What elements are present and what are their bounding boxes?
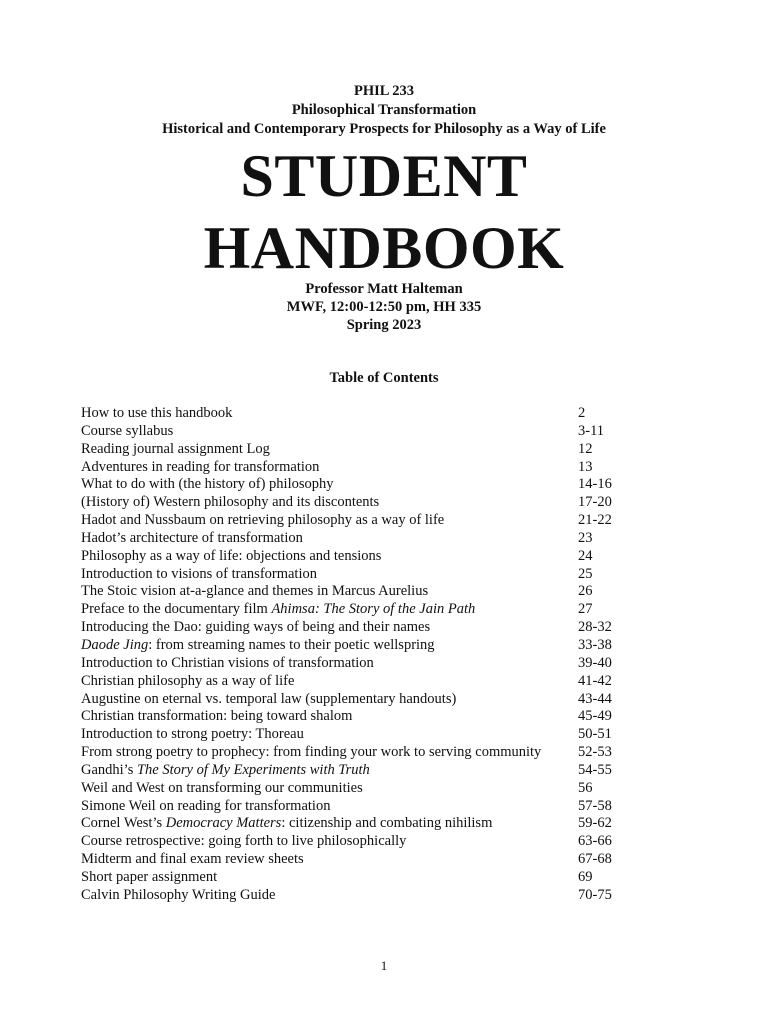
toc-entry-text: From strong poetry to prophecy: from finding your work to serving community [81, 744, 542, 761]
toc-item [81, 815, 721, 833]
toc-entry-title [81, 887, 578, 905]
toc-entry-pages: 27 [578, 601, 593, 618]
toc-entry-title [81, 423, 578, 441]
toc-entry-text: Christian transformation: being toward shalom [81, 708, 353, 725]
page-number: 1 [380, 958, 388, 973]
toc-entry-title [81, 548, 578, 566]
toc-entry-text: Preface to the documentary film [81, 601, 272, 618]
toc-entry-text: Cornel West’s [81, 815, 166, 832]
course-code: PHIL 233 [353, 83, 415, 99]
course-title: Philosophical Transformation [291, 102, 477, 118]
toc-entry-title [81, 512, 578, 530]
toc-item [81, 744, 721, 762]
toc-entry-title [81, 815, 578, 833]
toc-entry-title [81, 762, 578, 780]
toc-item [81, 601, 721, 619]
title-line-2: HANDBOOK [203, 215, 565, 281]
toc-entry-pages: 14-16 [578, 476, 612, 493]
toc-entry-title [81, 566, 578, 584]
toc-item [81, 869, 721, 887]
toc-entry-pages: 56 [578, 779, 593, 796]
toc-entry-pages: 39-40 [578, 654, 612, 671]
toc-entry-pages: 45-49 [578, 708, 612, 725]
toc-entry-pages: 43-44 [578, 690, 612, 707]
toc-item [81, 887, 721, 905]
toc-entry-pages: 17-20 [578, 494, 612, 511]
toc-entry-title [81, 441, 578, 459]
toc-entry-title [81, 869, 578, 887]
toc-entry-italic-title: Daode Jing [81, 636, 149, 653]
table-of-contents [81, 405, 721, 905]
toc-entry-text: (History of) Western philosophy and its discontents [81, 494, 380, 511]
course-header [0, 82, 768, 139]
toc-entry-text: Reading journal assignment Log [81, 440, 270, 457]
toc-entry-title [81, 655, 578, 673]
toc-entry-title [81, 601, 578, 619]
toc-entry-title [81, 583, 578, 601]
toc-item [81, 459, 721, 477]
toc-item [81, 780, 721, 798]
toc-entry-title [81, 833, 578, 851]
toc-entry-text: Short paper assignment [81, 868, 218, 885]
toc-entry-title [81, 494, 578, 512]
toc-entry-text: Course retrospective: going forth to live philosophically [81, 833, 407, 850]
toc-entry-title [81, 691, 578, 709]
toc-entry-title [81, 405, 578, 423]
toc-entry-pages: 26 [578, 583, 593, 600]
toc-entry-title [81, 530, 578, 548]
toc-item [81, 655, 721, 673]
toc-entry-pages: 3-11 [578, 422, 605, 439]
course-subtitle: Historical and Contemporary Prospects for Philosophy as a Way of Life [162, 121, 606, 137]
toc-entry-text: Philosophy as a way of life: objections and tensions [81, 547, 382, 564]
toc-entry-pages: 41-42 [578, 672, 612, 689]
toc-item [81, 566, 721, 584]
professor-name: Professor Matt Halteman [305, 281, 463, 297]
toc-entry-title [81, 780, 578, 798]
toc-entry-title [81, 619, 578, 637]
toc-entry-title [81, 673, 578, 691]
toc-entry-pages: 69 [578, 868, 593, 885]
toc-entry-text: Introduction to visions of transformation [81, 565, 317, 582]
toc-entry-italic-title: The Story of My Experiments with Truth [136, 761, 370, 778]
toc-entry-text: What to do with (the history of) philosophy [81, 476, 334, 493]
toc-entry-title [81, 459, 578, 477]
toc-entry-title [81, 798, 578, 816]
toc-item [81, 494, 721, 512]
toc-item [81, 405, 721, 423]
toc-item [81, 726, 721, 744]
toc-entry-text: The Stoic vision at-a-glance and themes in Marcus Aurelius [81, 583, 429, 600]
toc-entry-pages: 57-58 [578, 797, 612, 814]
toc-entry-title [81, 851, 578, 869]
toc-item [81, 619, 721, 637]
toc-entry-pages: 70-75 [578, 886, 612, 903]
toc-entry-text: Introducing the Dao: guiding ways of being and their names [81, 619, 431, 636]
toc-entry-text: Augustine on eternal vs. temporal law (supplementary handouts) [81, 690, 457, 707]
toc-entry-text: Calvin Philosophy Writing Guide [81, 886, 276, 903]
toc-item [81, 762, 721, 780]
toc-entry-pages: 23 [578, 529, 593, 546]
toc-item [81, 851, 721, 869]
toc-entry-pages: 28-32 [578, 619, 612, 636]
toc-entry-title [81, 637, 578, 655]
toc-entry-italic-title: Democracy Matters [165, 815, 282, 832]
toc-entry-text: Course syllabus [81, 422, 174, 439]
toc-entry-title [81, 726, 578, 744]
toc-entry-title [81, 744, 578, 762]
toc-entry-pages: 50-51 [578, 726, 612, 743]
toc-entry-pages: 13 [578, 458, 593, 475]
toc-entry-text: Hadot’s architecture of transformation [81, 529, 303, 546]
toc-entry-pages: 25 [578, 565, 593, 582]
title-line-1: STUDENT [240, 143, 528, 209]
toc-entry-text: Hadot and Nussbaum on retrieving philosophy as a way of life [81, 512, 445, 529]
toc-entry-text: Simone Weil on reading for transformation [81, 797, 331, 814]
toc-item [81, 441, 721, 459]
toc-item [81, 476, 721, 494]
toc-entry-title [81, 708, 578, 726]
toc-item [81, 583, 721, 601]
toc-entry-pages: 24 [578, 547, 593, 564]
toc-item [81, 637, 721, 655]
toc-entry-pages: 59-62 [578, 815, 612, 832]
toc-item [81, 548, 721, 566]
toc-entry-pages: 67-68 [578, 851, 612, 868]
toc-entry-pages: 54-55 [578, 761, 612, 778]
toc-entry-text-suffix: : from streaming names to their poetic wellspring [148, 636, 435, 653]
toc-entry-text-suffix: : citizenship and combating nihilism [281, 815, 493, 832]
toc-entry-pages: 12 [578, 440, 593, 457]
toc-entry-pages: 33-38 [578, 636, 612, 653]
class-schedule: MWF, 12:00-12:50 pm, HH 335 [286, 299, 482, 315]
toc-item [81, 798, 721, 816]
toc-item [81, 423, 721, 441]
toc-entry-pages: 63-66 [578, 833, 612, 850]
term: Spring 2023 [346, 317, 422, 333]
toc-item [81, 530, 721, 548]
document-title [0, 140, 768, 284]
toc-entry-pages: 2 [578, 405, 586, 421]
toc-entry-pages: 52-53 [578, 744, 612, 761]
toc-entry-text: Gandhi’s [81, 761, 137, 778]
toc-entry-text: Introduction to Christian visions of transformation [81, 654, 374, 671]
course-info [0, 280, 768, 334]
toc-entry-text: How to use this handbook [81, 405, 233, 421]
toc-entry-pages: 21-22 [578, 512, 612, 529]
toc-entry-italic-title: Ahimsa: The Story of the Jain Path [271, 601, 476, 618]
toc-heading: Table of Contents [329, 370, 439, 386]
toc-item [81, 708, 721, 726]
toc-item [81, 691, 721, 709]
toc-entry-text: Christian philosophy as a way of life [81, 672, 295, 689]
toc-entry-text: Midterm and final exam review sheets [81, 851, 304, 868]
toc-entry-title [81, 476, 578, 494]
toc-item [81, 673, 721, 691]
toc-entry-text: Adventures in reading for transformation [81, 458, 320, 475]
toc-item [81, 512, 721, 530]
toc-item [81, 833, 721, 851]
toc-entry-text: Weil and West on transforming our communities [81, 779, 363, 796]
toc-entry-text: Introduction to strong poetry: Thoreau [81, 726, 304, 743]
